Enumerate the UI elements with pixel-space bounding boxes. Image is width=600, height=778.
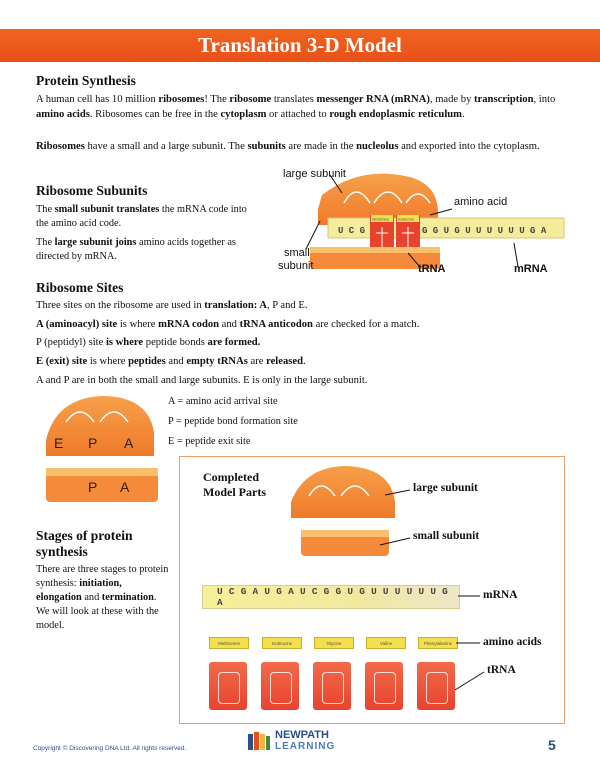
svg-text:U C G: U C G: [338, 226, 366, 236]
sites-a: A (aminoacyl) site is where mRNA codon and tRNA anticodon are checked for a match.: [36, 319, 420, 330]
sites-p: P (peptidyl) site is where peptide bonds are formed.: [36, 337, 261, 348]
completed-label-small-subunit: small subunit: [413, 530, 480, 542]
label-mrna: mRNA: [514, 263, 548, 275]
sites-intro: Three sites on the ribosome are used in translation: A, P and E.: [36, 300, 308, 311]
trna-card-1: [209, 662, 247, 710]
stages-text: There are three stages to protein synthesis: initiation, elongation and termination. We will look at these with the model.: [36, 564, 169, 631]
completed-label-large-subunit: large subunit: [413, 482, 478, 494]
protein-synthesis-p2: Ribosomes have a small and a large subunit. The subunits are made in the nucleolus and exported into the cytoplasm.: [36, 141, 540, 152]
sites-figure: [36, 392, 168, 514]
ribosome-subunits-heading: Ribosome Subunits: [36, 183, 148, 198]
subunits-p2: The large subunit joins amino acids together as directed by mRNA.: [36, 237, 236, 262]
subunits-p1: The small subunit translates the mRNA code into the amino acid code.: [36, 204, 247, 229]
page-number: 5: [548, 737, 556, 753]
completed-subunits-figure: [285, 462, 403, 560]
protein-synthesis-heading: Protein Synthesis: [36, 73, 136, 88]
amino-acid-4: Valine: [366, 637, 406, 649]
svg-text:Isoleucine: Isoleucine: [398, 217, 414, 222]
stages-heading: Stages of protein synthesis: [36, 528, 133, 559]
amino-acid-1: Methionine: [209, 637, 249, 649]
amino-acid-3: Glycine: [314, 637, 354, 649]
logo-books-icon: [246, 730, 272, 752]
label-small: small: [284, 247, 310, 259]
trna-card-4: [365, 662, 403, 710]
copyright: Copyright © Discovering DNA Ltd. All rights reserved.: [33, 745, 187, 752]
svg-text:P: P: [88, 479, 98, 495]
sites-note: A and P are in both the small and large subunits. E is only in the large subunit.: [36, 375, 368, 386]
legend-a: A = amino acid arrival site: [168, 396, 278, 407]
trna-card-2: [261, 662, 299, 710]
newpath-logo: NEWPATH LEARNING: [246, 730, 335, 752]
legend-p: P = peptide bond formation site: [168, 416, 298, 427]
protein-synthesis-p1: A human cell has 10 million ribosomes! The ribosome translates messenger RNA (mRNA), made by transcription, into amino acids. Ribosomes can be free in the cytoplasm or attached to rough endoplasmic reticulum.: [36, 94, 556, 120]
trna-card-3: [313, 662, 351, 710]
label-amino-acid: amino acid: [454, 196, 508, 208]
completed-mrna-strip: [202, 585, 460, 609]
completed-label-trna: tRNA: [487, 664, 516, 676]
label-large-subunit: large subunit: [283, 168, 346, 180]
trna-card-5: [417, 662, 455, 710]
page-title: Translation 3-D Model: [198, 33, 402, 57]
completed-title-1: Completed: [203, 470, 259, 484]
svg-text:Methionine: Methionine: [372, 217, 390, 222]
completed-label-amino-acids: amino acids: [483, 636, 542, 648]
svg-text:G G U G U U U U U U G A: G G U G U U U U U U G A: [422, 226, 547, 236]
site-a-letter: A: [124, 435, 134, 451]
site-p-letter: P: [88, 435, 98, 451]
svg-text:A: A: [120, 479, 130, 495]
label-trna: tRNA: [418, 263, 446, 275]
completed-label-mrna: mRNA: [483, 589, 518, 601]
amino-acid-5: Phenylalanine: [418, 637, 458, 649]
mrna-sequence: U C G A U G A U C G G U G U U U U U U G A: [217, 586, 449, 608]
site-e-letter: E: [54, 435, 64, 451]
label-subunit: subunit: [278, 260, 314, 272]
ribosome-figure: [270, 163, 570, 278]
amino-acid-2: Isoleucine: [262, 637, 302, 649]
sites-e: E (exit) site is where peptides and empty tRNAs are released.: [36, 356, 306, 367]
legend-e: E = peptide exit site: [168, 436, 251, 447]
ribosome-sites-heading: Ribosome Sites: [36, 280, 124, 295]
title-banner: [0, 29, 600, 62]
completed-title-2: Model Parts: [203, 485, 266, 499]
